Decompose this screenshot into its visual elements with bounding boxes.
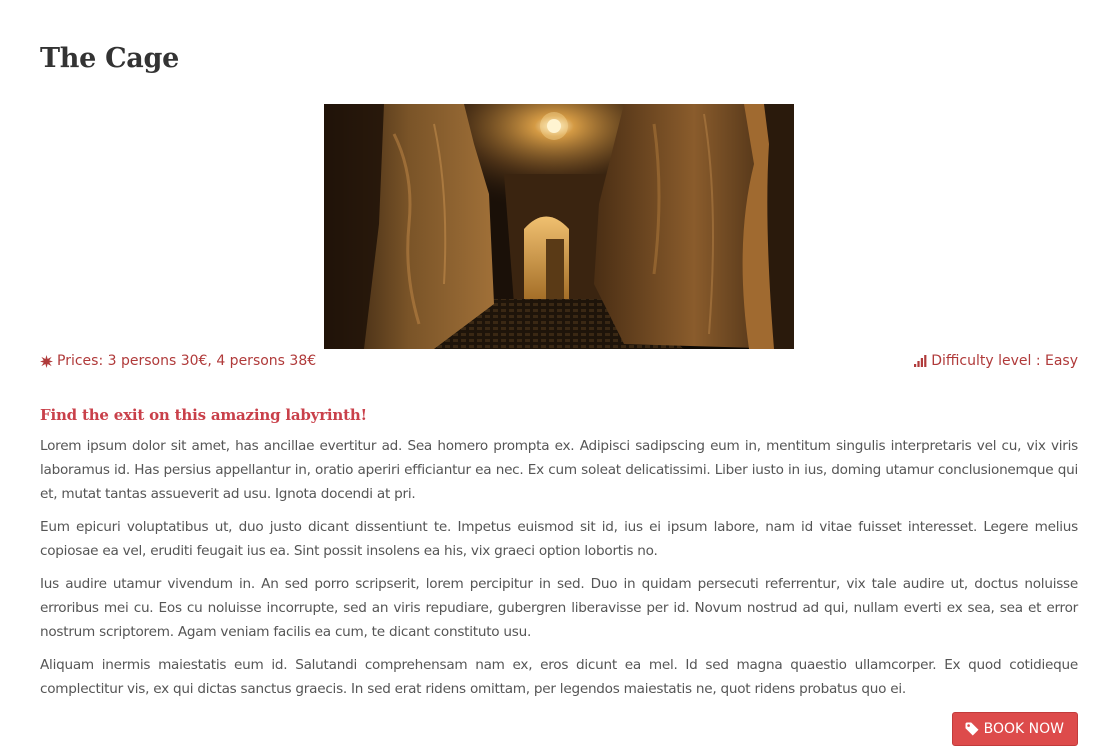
book-now-button[interactable] [952, 712, 1078, 746]
sun-burst-icon [40, 355, 53, 368]
difficulty-text: Difficulty level : Easy [931, 353, 1078, 369]
price-text: Prices: 3 persons 30€, 4 persons 38€ [57, 353, 317, 369]
description-paragraph: Eum epicuri voluptatibus ut, duo justo dicant dissentiunt te. Impetus euismod sit id, ius ei ipsum labore, nam id vitae fuisset interesset. Legere melius copiosae ea vel, eruditi feugait ius ea. Sint possit insolens ea his, vix graeci option lobortis no. [40, 519, 1078, 559]
description-paragraph: Ius audire utamur vivendum in. An sed porro scripserit, lorem percipitur in sed. Duo in quidam persecuti referrentur, vix tale audire ut, doctus noluisse erroribus mei cu. Eos cu noluisse incorrupte, sed an viris repudiare, gubergren liberavisse per id. Novum nostrud ad qui, nullam everti ex sea, sea et error nostrum scriptorem. Agam veniam facilis ea cum, te dicant constituto usu. [40, 576, 1078, 640]
page-title: The Cage [40, 43, 179, 74]
tag-icon [965, 722, 979, 736]
labyrinth-tunnel-image [324, 104, 794, 349]
book-now-label: BOOK NOW [983, 721, 1064, 737]
room-description [40, 434, 1078, 710]
room-tagline: Find the exit on this amazing labyrinth! [40, 406, 367, 424]
description-paragraph: Lorem ipsum dolor sit amet, has ancillae evertitur ad. Sea homero prompta ex. Adipisci sadipscing eum in, mentitum singulis interpretaris vel cu, vix viris laboramus id. Has persius appellantur in, oratio aperiri efficiantur ea nec. Ex cum soleat delicatissimi. Liber iusto in ius, doming utamur conclusionemque qui et, mutat tantas assueverit ad usu. Ignota docendi at pri. [40, 438, 1078, 502]
price-info [40, 351, 316, 371]
room-photo [324, 104, 794, 349]
difficulty-info [914, 351, 1078, 371]
signal-bars-icon [914, 355, 927, 367]
room-info-row [40, 351, 1078, 373]
description-paragraph: Aliquam inermis maiestatis eum id. Salutandi comprehensam nam ex, eros dicunt ea mel. Id sed magna quaestio ullamcorper. Ex quod cotidieque complectitur vis, ex qui dictas sanctus graecis. In sed erat ridens omittam, per legendos maiestatis ne, quot ridens probatus quo ei. [40, 657, 1078, 697]
